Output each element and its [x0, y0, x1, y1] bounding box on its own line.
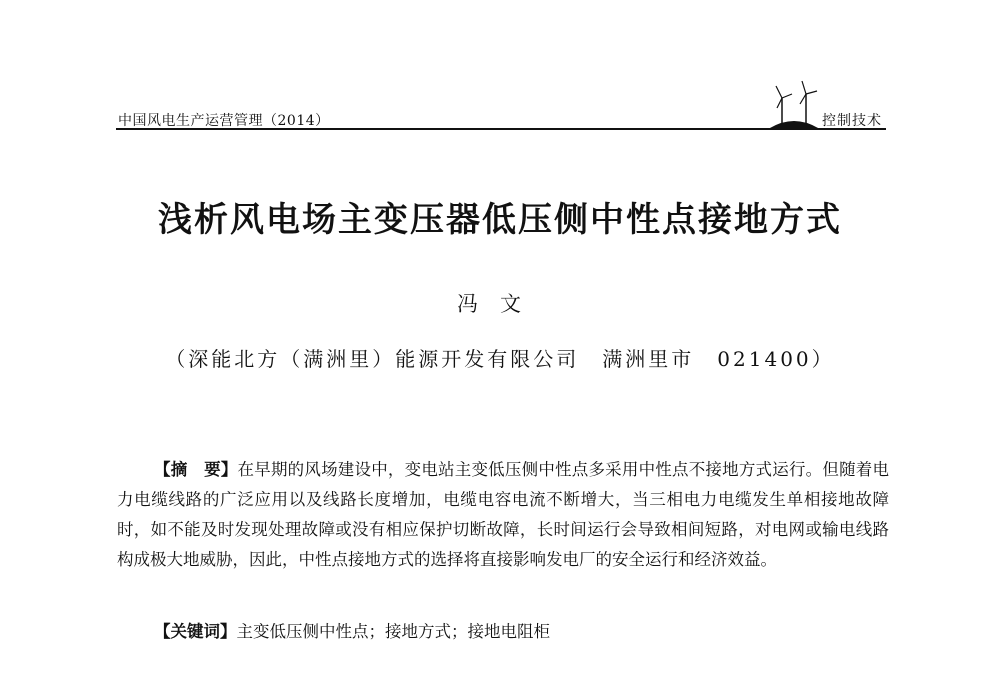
- author-name: 冯文: [457, 292, 543, 316]
- abstract-text: 在早期的风场建设中，变电站主变低压侧中性点多采用中性点不接地方式运行。但随着电力电缆线路的广泛应用以及线路长度增加，电缆电容电流不断增大，当三相电力电缆发生单相接地故障时，如不能及时发现处理故障或没有相应保护切断故障，长时间运行会导致相间短路，对电网或输电线路构成极大地威胁，因此，中性点接地方式的选择将直接影响发电厂的安全运行和经济效益。: [117, 460, 890, 569]
- author-affiliation: （深能北方（满洲里）能源开发有限公司 满洲里市 021400）: [165, 347, 835, 371]
- article-title: 浅析风电场主变压器低压侧中性点接地方式: [158, 200, 842, 240]
- keywords: [154, 618, 889, 646]
- wind-turbine-logo-icon: [768, 78, 820, 130]
- section-label: 控制技术: [822, 113, 882, 129]
- header-rule: [116, 128, 886, 130]
- keywords-text: 主变低压侧中性点；接地方式；接地电阻柜: [236, 622, 550, 641]
- abstract: [117, 455, 889, 575]
- abstract-label: 【摘 要】: [154, 460, 238, 479]
- journal-header: 中国风电生产运营管理（2014）: [118, 113, 330, 129]
- keywords-label: 【关键词】: [154, 622, 237, 641]
